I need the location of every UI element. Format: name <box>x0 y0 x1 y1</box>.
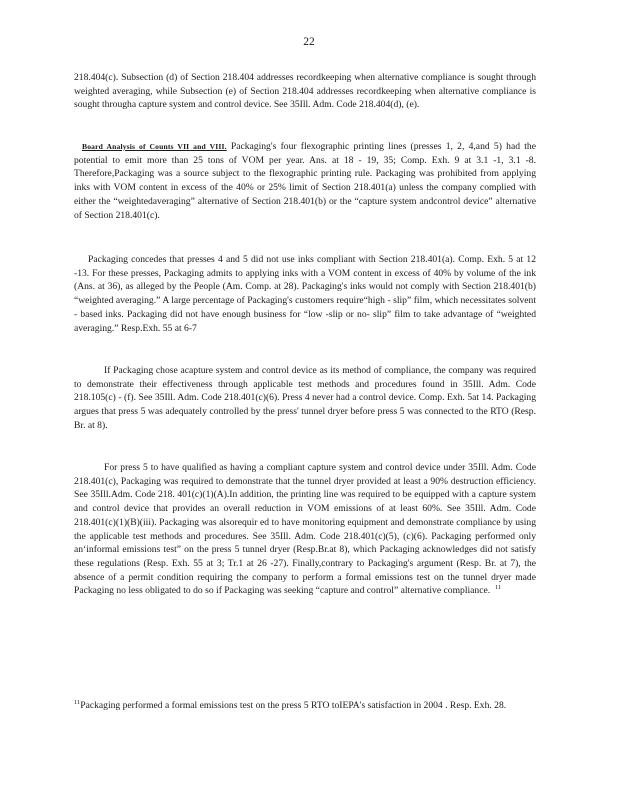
paragraph-2 <box>74 140 536 222</box>
paragraph-4: If Packaging chose acapture system and control device as its method of compliance, the company was required to demonstrate their effectiveness through applicable test methods and procedures found in 35Ill. Adm. Code 218.105(c) - (f). See 35Ill. Adm. Code 218.401(c)(6). Press 4 never had a control device. Comp. Exh. 5at 14. Packaging argues that press 5 was adequately controlled by the press' tunnel dryer before press 5 was connected to the RTO (Resp. Br. at 8). <box>74 365 536 431</box>
footnote-reference: 11 <box>494 584 502 592</box>
paragraph-2-body: Packaging's four flexographic printing lines (presses 1, 2, 4,and 5) had the potential to emit more than 25 tons of VOM per year. Ans. at 18 - 19, 35; Comp. Exh. 9 at 3.1 -1, 3.1 -8. Therefore,Packaging was a source subject to the flexographic printing rule. Packaging was prohibited from applying inks with VOM content in excess of the 40% or 25% limit of Section 218.401(a) unless the company complied with either the “weightedaveraging” alternative of Section 218.401(b) or the “capture system andcontrol device” alternative of Section 218.401(c). <box>74 141 536 221</box>
footnote <box>74 699 536 713</box>
section-heading: Board Analysis of Counts VII and VIII. <box>82 142 227 151</box>
paragraph-1: 218.404(c). Subsection (d) of Section 218.404 addresses recordkeeping when alternative compliance is sought through weighted averaging, while Subsection (e) of Section 218.404 addresses recordkeeping when alternative compliance is sought througha capture system and control device. See 35Ill. Adm. Code 218.404(d), (e). <box>74 72 536 111</box>
footnote-number: 11 <box>74 698 81 706</box>
page-number: 22 <box>303 36 315 48</box>
paragraph-5-body: For press 5 to have qualified as having a compliant capture system and control device under 35Ill. Adm. Code 218.401(c), Packaging was required to demonstrate that the tunnel dryer provided at least a 90% destruction efficiency. See 35Ill.Adm. Code 218. 401(c)(1)(A).In addition, the printing line was required to be equipped with a capture system and control device that provides an overall reduction in VOM emissions of at least 60%. See 35Ill. Adm. Code 218.401(c)(1)(B)(iii). Packaging was alsorequir ed to have monitoring equipment and demonstrate compliance by using the applicable test methods and procedures. See 35Ill. Adm. Code 218.401(c)(5), (c)(6). Packaging performed only an‘informal emissions test” on the press 5 tunnel dryer (Resp.Br.at 8), which Packaging acknowledges did not satisfy these regulations (Resp. Exh. 55 at 3; Tr.1 at 26 -27). Finally,contrary to Packaging's argument (Resp. Br. at 7), the absence of a permit condition requiring the company to perform a formal emissions test on the tunnel dryer made Packaging no less obligated to do so if Packaging was seeking “capture and control” alternative compliance. <box>74 462 536 597</box>
footnote-text: Packaging performed a formal emissions test on the press 5 RTO toIEPA's satisfaction in 2004 . Resp. Exh. 28. <box>80 700 507 711</box>
paragraph-3: Packaging concedes that presses 4 and 5 did not use inks compliant with Section 218.401(a). Comp. Exh. 5 at 12 -13. For these presses, Packaging admits to applying inks with a VOM content in excess of 40% by volume of the ink (Ans. at 36), as alleged by the People (Am. Comp. at 28). Packaging's inks would not comply with Section 218.401(b) “weighted averaging.” A large percentage of Packaging's customers require“high - slip” film, which necessitates solvent - based inks. Packaging did not have enough business for “low -slip or no- slip” film to take advantage of “weighted averaging.” Resp.Exh. 55 at 6-7 <box>74 254 536 334</box>
paragraph-5 <box>74 461 536 598</box>
